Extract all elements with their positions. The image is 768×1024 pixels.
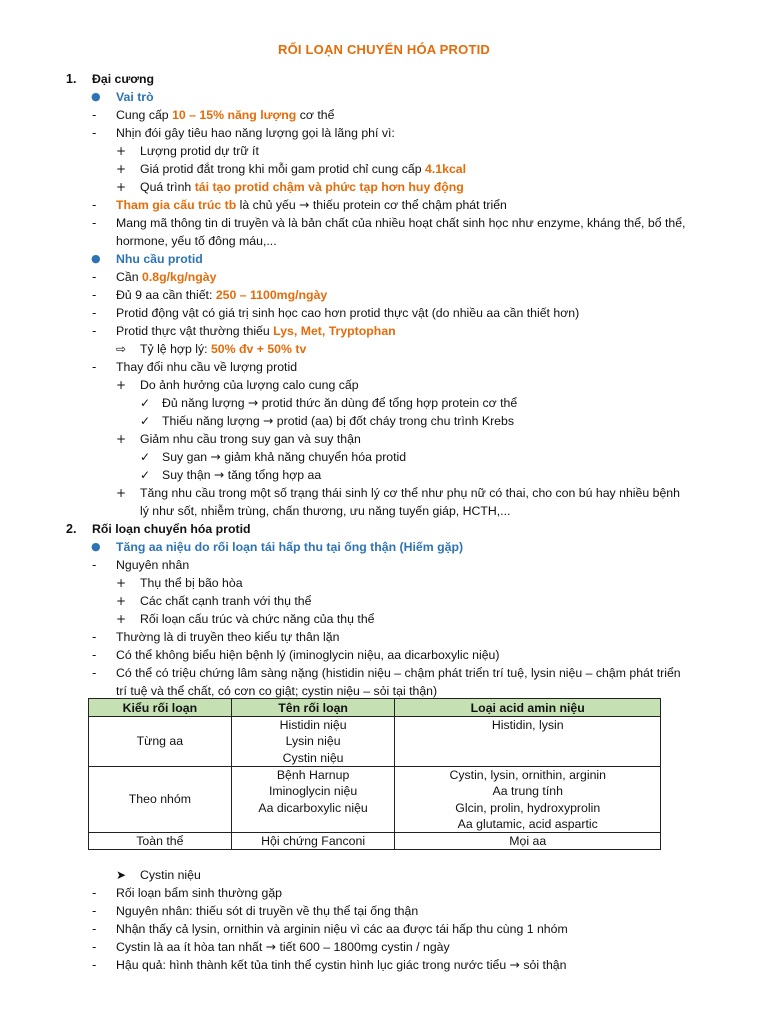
table-cell-names: Hội chứng Fanconi [231,833,395,850]
dash-marker: - [92,886,97,900]
dash-marker: - [92,558,97,572]
arrow-right-icon: → [265,940,277,954]
line-cause: Nguyên nhân [116,558,190,572]
table-header-cell: Loại acid amin niệu [395,699,661,717]
dash-marker: - [92,940,97,954]
line-genetic-2: hormone, yếu tố đông máu,... [116,234,277,248]
plus-marker: + [116,576,127,590]
arrow-right-icon: → [263,414,274,428]
line-symptom-1: Có thể có triệu chứng lâm sàng nặng (histidin niệu – chậm phát triển trí tuệ, lysin niệu – chậm phát triển [116,666,681,680]
table-cell-amino: Cystin, lysin, ornithin, arginin Aa trung tính Glcin, prolin, hydroxyprolin Aa glutamic, acid aspartic [395,767,661,833]
table-row [89,833,661,850]
arrow-right-icon: → [213,468,225,482]
plus-marker: + [116,378,127,392]
plus-marker: + [116,486,127,500]
dash-marker: - [92,288,97,302]
checkmark-icon: ✓ [140,450,151,464]
dash-marker: - [92,922,97,936]
line-structure: Tham gia cấu trúc tb là chủ yếu → thiếu protein cơ thể chậm phát triển [116,198,507,212]
aminoaciduria-table [88,698,661,850]
table-cell-type: Theo nhóm [89,767,232,833]
table-cell-type: Toàn thể [89,833,232,850]
arrow-right-icon: → [299,198,310,212]
table-header-row [89,699,661,717]
line-cystin-5: Hậu quả: hình thành kết tủa tinh thể cystin hình lục giác trong nước tiểu → sỏi thận [116,958,567,972]
table-cell-amino: Mọi aa [395,833,661,850]
line-receptor-2: Các chất cạnh tranh với thụ thể [140,594,312,608]
dash-marker: - [92,126,97,140]
line-reason-2: Giá protid đắt trong khi mỗi gam protid chỉ cung cấp 4.1kcal [140,162,467,176]
table-row [89,767,661,833]
line-symptom-2: trí tuệ và thể chất, có cơn co giật; cystin niệu – sỏi tại thận) [116,684,438,698]
table-row [89,717,661,767]
line-genetic-1: Mang mã thông tin di truyền và là bản chất của nhiều hoạt chất sinh học như enzyme, kháng thể, bổ thể, [116,216,686,230]
table-header-cell: Kiểu rối loạn [89,699,232,717]
subheading-role: Vai trò [116,90,154,104]
line-kidney: Suy thận → tăng tổng hợp aa [162,468,322,482]
line-liver: Suy gan → giảm khả năng chuyển hóa protid [162,450,407,464]
line-no-symptom: Có thể không biểu hiện bệnh lý (iminoglycin niệu, aa dicarboxylic niệu) [116,648,500,662]
line-cystin-1: Rối loạn bẩm sinh thường gặp [116,886,283,900]
dash-marker: - [92,630,97,644]
line-calo-enough: Đủ năng lượng → protid thức ăn dùng để tổng hợp protein cơ thể [162,396,518,410]
line-change: Thay đổi nhu cầu về lượng protid [116,360,298,374]
checkmark-icon: ✓ [140,414,151,428]
line-reason-3: Quá trình tái tạo protid chậm và phức tạp hơn huy động [140,180,464,194]
line-cystin-2: Nguyên nhân: thiếu sót di truyền về thụ thể tại ống thận [116,904,419,918]
table-cell-type: Từng aa [89,717,232,767]
table-cell-amino: Histidin, lysin [395,717,661,767]
dash-marker: - [92,666,97,680]
line-aa: Đủ 9 aa cần thiết: 250 – 1100mg/ngày [116,288,328,302]
line-plant: Protid thực vật thường thiếu Lys, Met, Tryptophan [116,324,396,338]
line-reason-1: Lượng protid dự trữ ít [140,144,259,158]
dash-marker: - [92,270,97,284]
plus-marker: + [116,612,127,626]
line-calo-lack: Thiếu năng lượng → protid (aa) bị đốt cháy trong chu trình Krebs [162,414,514,428]
plus-marker: + [116,144,127,158]
dash-marker: - [92,904,97,918]
line-increase-2: lý như sốt, nhiễm trùng, chấn thương, ưu năng tuyến giáp, HCTH,... [140,504,511,518]
checkmark-icon: ✓ [140,468,151,482]
dash-marker: - [92,324,97,338]
dash-marker: - [92,958,97,972]
line-need: Cần 0.8g/kg/ngày [116,270,217,284]
plus-marker: + [116,180,127,194]
line-cystin-4: Cystin là aa ít hòa tan nhất → tiết 600 – 1800mg cystin / ngày [116,940,450,954]
bullet-dot-icon: ● [91,90,101,103]
line-calo: Do ảnh hưởng của lượng calo cung cấp [140,378,359,392]
subheading-cystin: Cystin niệu [140,868,201,882]
plus-marker: + [116,162,127,176]
line-energy: Cung cấp 10 – 15% năng lượng cơ thể [116,108,335,122]
section-heading: Rối loạn chuyển hóa protid [92,522,251,536]
subheading-aminoaciduria: Tăng aa niệu do rối loạn tái hấp thu tại ống thận (Hiếm gặp) [116,540,464,554]
subheading-need: Nhu cầu protid [116,252,203,266]
plus-marker: + [116,594,127,608]
line-heredity: Thường là di truyền theo kiểu tự thân lặn [116,630,340,644]
bullet-dot-icon: ● [91,540,101,553]
arrow-right-icon: → [248,396,259,410]
section-number: 2. [66,522,77,536]
line-decrease: Giảm nhu cầu trong suy gan và suy thận [140,432,361,446]
dash-marker: - [92,648,97,662]
line-receptor-1: Thụ thể bị bão hòa [140,576,243,590]
dash-marker: - [92,360,97,374]
bullet-dot-icon: ● [91,252,101,265]
line-ratio: Tỷ lệ hợp lý: 50% đv + 50% tv [140,342,307,356]
dash-marker: - [92,306,97,320]
line-receptor-3: Rối loạn cấu trúc và chức năng của thụ thể [140,612,375,626]
arrow-right-icon: → [210,450,221,464]
dash-marker: - [92,108,97,122]
line-animal: Protid động vật có giá trị sinh học cao hơn protid thực vật (do nhiều aa cần thiết hơn) [116,306,580,320]
checkmark-icon: ✓ [140,396,151,410]
line-cystin-3: Nhận thấy cả lysin, ornithin và arginin niệu vì các aa được tái hấp thu cùng 1 nhóm [116,922,568,936]
arrowhead-bullet-icon: ➤ [116,868,127,882]
line-hunger: Nhịn đói gây tiêu hao năng lượng gọi là lãng phí vì: [116,126,395,140]
table-header-cell: Tên rối loạn [231,699,395,717]
section-number: 1. [66,72,77,86]
outline-arrow-icon: ⇨ [116,342,127,356]
dash-marker: - [92,216,97,230]
table-cell-names: Histidin niệu Lysin niệu Cystin niệu [231,717,395,767]
dash-marker: - [92,198,97,212]
table-cell-names: Bệnh Harnup Iminoglycin niệu Aa dicarboxylic niệu [231,767,395,833]
plus-marker: + [116,432,127,446]
document-title: RỐI LOẠN CHUYỂN HÓA PROTID [277,42,490,57]
arrow-right-icon: → [509,958,520,972]
line-increase-1: Tăng nhu cầu trong một số trạng thái sinh lý cơ thể như phụ nữ có thai, cho con bú hay nhiều bệnh [140,486,680,500]
section-heading: Đại cương [92,72,155,86]
